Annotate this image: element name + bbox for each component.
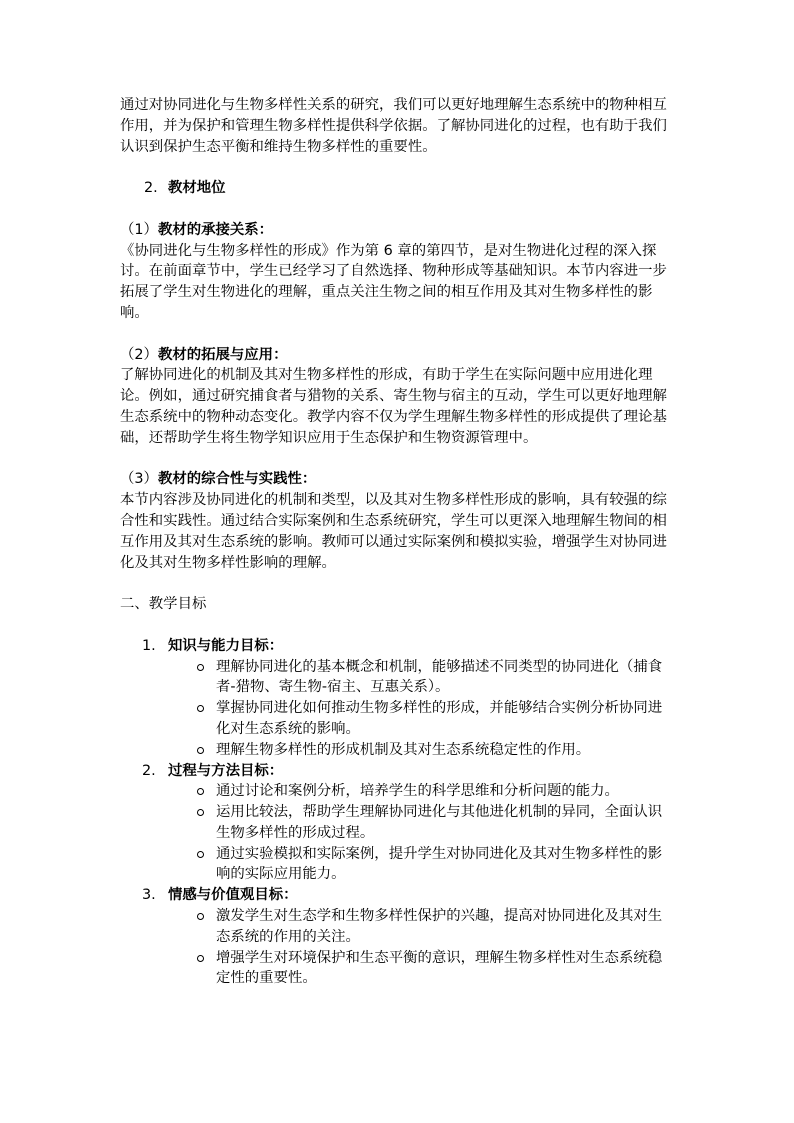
document-page: [120, 95, 668, 989]
goal-points: [168, 906, 668, 989]
section-heading-position: [120, 178, 668, 199]
goal-point-text: 理解生物多样性的形成机制及其对生态系统稳定性的作用。: [216, 741, 591, 758]
subsection-label: （1）: [120, 221, 158, 238]
goal-points: [168, 657, 668, 761]
goal-number: 3.: [142, 887, 156, 904]
circle-bullet-icon: [197, 913, 204, 920]
goal-point: [168, 657, 668, 699]
goal-point-text: 理解协同进化的基本概念和机制，能够描述不同类型的协同进化（捕食者-猎物、寄生物-宿主、互惠关系）。: [216, 658, 663, 696]
subsection-paragraph: 了解协同进化的机制及其对生物多样性的形成，有助于学生在实际问题中应用进化理论。例如，通过研究捕食者与猎物的关系、寄生物与宿主的互动，学生可以更好地理解生态系统中的物种动态变化。教学内容不仅为学生理解生物多样性的形成提供了理论基础，还帮助学生将生物学知识应用于生态保护和生物资源管理中。: [120, 367, 667, 446]
goal-title: 过程与方法目标：: [168, 762, 284, 779]
circle-bullet-icon: [197, 705, 204, 712]
goal-point: [168, 740, 668, 761]
circle-bullet-icon: [197, 747, 204, 754]
goal-point-text: 掌握协同进化如何推动生物多样性的形成，并能够结合实例分析协同进化对生态系统的影响。: [216, 700, 663, 737]
subsection-paragraph: 《协同进化与生物多样性的形成》作为第 6 章的第四节，是对生物进化过程的深入探讨。在前面章节中，学生已经学习了自然选择、物种形成等基础知识。本节内容进一步拓展了学生对生物进化的理解，重点关注生物之间的相互作用及其对生物多样性的影响。: [120, 242, 667, 321]
circle-bullet-icon: [197, 809, 204, 816]
goal-point: [168, 948, 668, 990]
goal-title: 情感与价值观目标：: [168, 887, 298, 904]
circle-bullet-icon: [197, 851, 204, 858]
subsection-title: 教材的综合性与实践性：: [157, 471, 317, 488]
circle-bullet-icon: [197, 955, 204, 962]
circle-bullet-icon: [197, 664, 204, 671]
subsection-heading: [120, 220, 668, 241]
subsection-label: （2）: [120, 346, 158, 363]
subsection-paragraph: 本节内容涉及协同进化的机制和类型，以及其对生物多样性形成的影响，具有较强的综合性和实践性。通过结合实际案例和生态系统研究，学生可以更深入地理解生物间的相互作用及其对生态系统的影响。教师可以通过实际案例和模拟实验，增强学生对协同进化及其对生物多样性影响的理解。: [120, 492, 667, 571]
goal-point-text: 通过实验模拟和实际案例，提升学生对协同进化及其对生物多样性的影响的实际应用能力。: [216, 845, 663, 883]
goal-number: 1.: [142, 637, 156, 654]
subsection-heading: [120, 345, 668, 366]
goal-point: [168, 802, 668, 844]
goal-point: [168, 698, 668, 740]
goal-point-text: 运用比较法，帮助学生理解协同进化与其他进化机制的异同，全面认识生物多样性的形成过程。: [216, 804, 663, 841]
goal-point: [168, 781, 668, 802]
goal-point-text: 增强学生对环境保护和生态平衡的意识，理解生物多样性对生态系统稳定性的重要性。: [216, 949, 663, 987]
subsection-heading: [120, 469, 668, 490]
goal-point: [168, 906, 668, 948]
section-title: 教材地位: [168, 180, 226, 197]
goal-item: [120, 636, 668, 761]
section-heading-goals: 二、教学目标: [120, 596, 207, 613]
circle-bullet-icon: [197, 788, 204, 795]
goal-item: [120, 885, 668, 989]
subsection-label: （3）: [120, 471, 158, 488]
subsection-title: 教材的承接关系：: [157, 221, 274, 238]
goal-item: [120, 761, 668, 886]
goals-list: [120, 636, 668, 990]
subsection-title: 教材的拓展与应用：: [157, 346, 288, 363]
intro-paragraph: 通过对协同进化与生物多样性关系的研究，我们可以更好地理解生态系统中的物种相互作用，并为保护和管理生物多样性提供科学依据。了解协同进化的过程，也有助于我们认识到保护生态平衡和维持生物多样性的重要性。: [120, 97, 667, 155]
goal-points: [168, 781, 668, 885]
goal-point-text: 激发学生对生态学和生物多样性保护的兴趣，提高对协同进化及其对生态系统的作用的关注。: [216, 908, 663, 945]
section-number: 2.: [144, 180, 158, 197]
goal-point-text: 通过讨论和案例分析，培养学生的科学思维和分析问题的能力。: [216, 783, 619, 800]
goal-number: 2.: [142, 762, 156, 779]
goal-title: 知识与能力目标：: [168, 637, 284, 654]
goal-point: [168, 844, 668, 886]
